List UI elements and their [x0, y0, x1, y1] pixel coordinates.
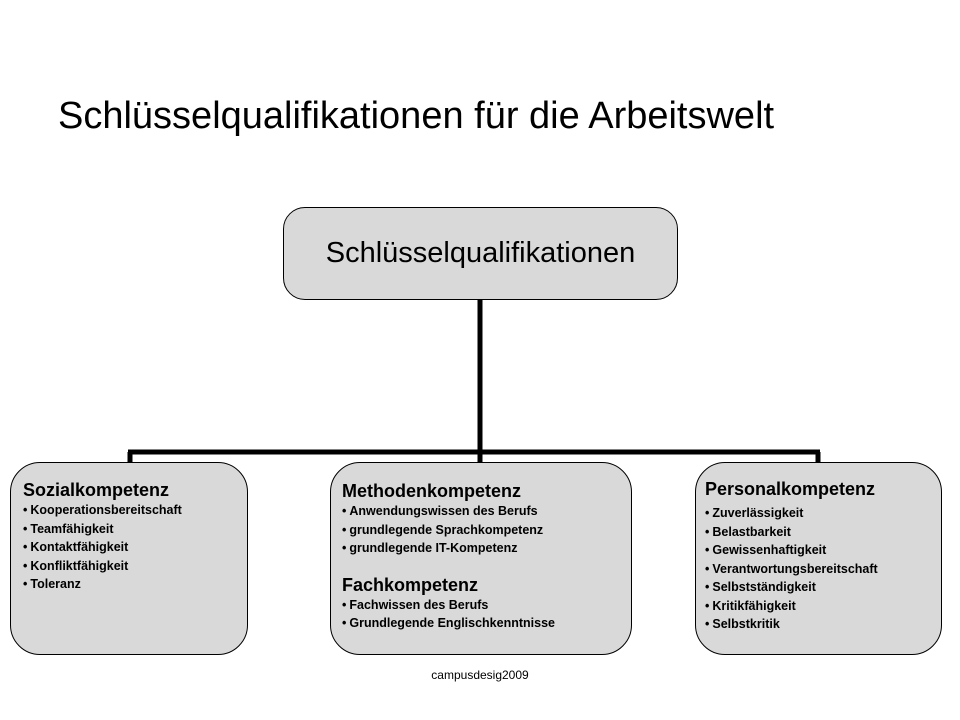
- list-item: [23, 501, 247, 520]
- list-item: [705, 578, 941, 597]
- item-text: Konfliktfähigkeit: [30, 558, 129, 573]
- list-item: [23, 538, 247, 557]
- item-text: Kooperationsbereitschaft: [30, 503, 182, 517]
- item-text: Selbstkritik: [712, 617, 780, 631]
- item-text: Zuverlässigkeit: [712, 506, 804, 520]
- list-item: [23, 575, 247, 594]
- item-text: Fachwissen des Berufs: [349, 597, 489, 612]
- item-text: Gewissenhaftigkeit: [712, 543, 827, 557]
- list-item: [705, 615, 941, 634]
- item-list: [23, 501, 247, 594]
- list-item: [705, 523, 941, 542]
- bullet: •: [23, 503, 28, 517]
- bullet: •: [23, 540, 28, 554]
- list-item: [23, 520, 247, 539]
- footer-credit: campusdesig2009: [431, 668, 529, 682]
- item-list: [705, 504, 941, 634]
- list-item: [342, 539, 631, 558]
- bullet: •: [342, 522, 347, 537]
- list-item: [342, 596, 631, 615]
- bullet: •: [705, 561, 710, 576]
- root-node-label: Schlüsselqualifikationen: [325, 237, 636, 269]
- item-text: Selbstständigkeit: [712, 580, 816, 594]
- item-text: grundlegende Sprachkompetenz: [349, 522, 544, 537]
- bullet: •: [23, 521, 28, 536]
- item-text: Teamfähigkeit: [30, 521, 114, 536]
- item-text: Kontaktfähigkeit: [30, 540, 129, 554]
- list-item: [705, 560, 941, 579]
- item-text: Verantwortungsbereitschaft: [712, 561, 878, 576]
- node-heading: Sozialkompetenz: [23, 480, 170, 500]
- node-sub-heading: Fachkompetenz: [342, 574, 479, 595]
- bullet: •: [342, 597, 347, 612]
- list-item: [23, 557, 247, 576]
- root-node: [283, 207, 678, 300]
- node-personalkompetenz: [695, 462, 942, 655]
- node-heading: Methodenkompetenz: [342, 481, 522, 501]
- item-text: Kritikfähigkeit: [712, 598, 796, 613]
- bullet: •: [342, 504, 347, 518]
- bullet: •: [705, 580, 710, 594]
- list-item: [705, 597, 941, 616]
- item-list: [342, 502, 631, 558]
- list-item: [705, 504, 941, 523]
- node-heading: Personalkompetenz: [705, 479, 876, 499]
- node-sozialkompetenz: [10, 462, 248, 655]
- bullet: •: [23, 558, 28, 573]
- list-item: [342, 502, 631, 521]
- item-text: Anwendungswissen des Berufs: [349, 504, 538, 518]
- bullet: •: [705, 543, 710, 557]
- node-methodenkompetenz: [330, 462, 632, 655]
- item-text: Belastbarkeit: [712, 524, 791, 539]
- item-text: Toleranz: [30, 577, 81, 591]
- item-list: [342, 596, 631, 633]
- bullet: •: [342, 616, 347, 630]
- bullet: •: [705, 506, 710, 520]
- bullet: •: [705, 617, 710, 631]
- list-item: [342, 521, 631, 540]
- item-text: Grundlegende Englischkenntnisse: [349, 616, 555, 630]
- list-item: [342, 614, 631, 633]
- bullet: •: [705, 598, 710, 613]
- bullet: •: [342, 541, 347, 555]
- bullet: •: [705, 524, 710, 539]
- bullet: •: [23, 577, 28, 591]
- item-text: grundlegende IT-Kompetenz: [349, 541, 518, 555]
- page-title: Schlüsselqualifikationen für die Arbeitswelt: [58, 95, 775, 138]
- list-item: [705, 541, 941, 560]
